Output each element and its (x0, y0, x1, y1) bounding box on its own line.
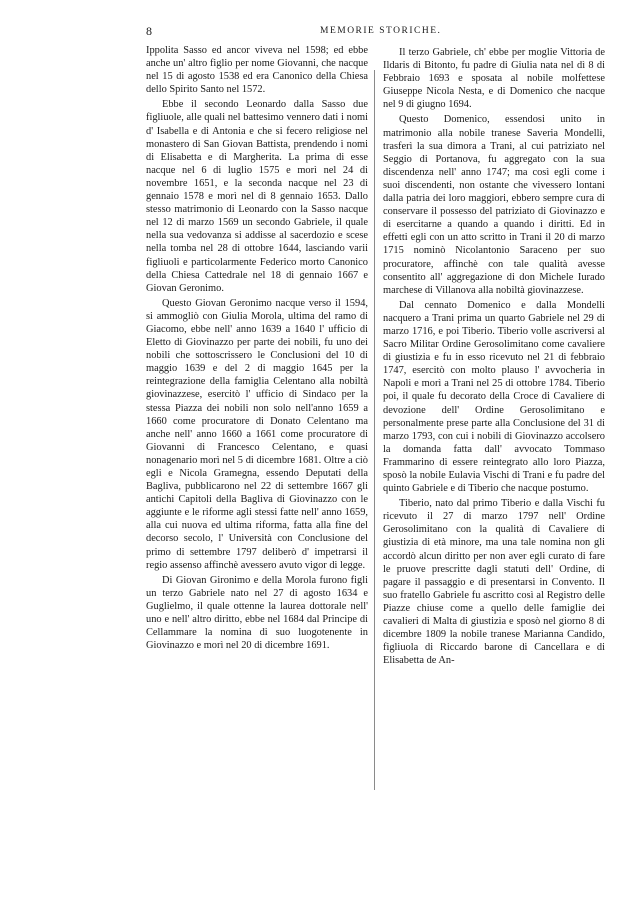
paragraph: Tiberio, nato dal primo Tiberio e dalla Vischi fu ricevuto il 27 di marzo 1797 nell' Ordine Gerosolimitano con la qualità di Cavaliere di giustizia di età minore, ma una tale nomina non gli accordò alcun diritto per non aver egli curato di fare le pruove prescritte dagli statuti dell' Ordine, di pagare il passaggio e di presentarsi in Convento. Il suo fratello Gabriele fu ascritto così al Registro delle Piazze chiuse come a quello delle famiglie dei cavalieri di Malta di giustizia e sposò nel giorno 8 di dicembre 1809 la nobile tranese Marianna Candido, figliuola di Riccardo barone di Cancellara e di Elisabetta de An- (383, 498, 605, 667)
paragraph: Questo Giovan Geronimo nacque verso il 1594, si ammogliò con Giulia Morola, ultima del ramo di Giacomo, ebbe nell' anno 1639 a 1640 l' ufficio di Eletto di Giovinazzo per parte dei nobili, fu uno dei nobili che sottoscrissero le Conclusioni del 10 di maggio 1639 e del 2 di maggio 1645 per la reintegrazione della famiglia Celentano alla nobiltà giovinazzese, esercitò l' ufficio di Sindaco per la stessa Piazza dei nobili non solo nell'anno 1659 a 1660 come procuratore di Donato Celentano ma anche nell' anno 1660 a 1661 come procuratore di Giovanni di Francesco Celentano, e quasi nonagenario morì nel 5 di dicembre 1681. Oltre a ciò egli e Nicola Gramegna, essendo Deputati della Bagliva, pubblicarono nel 22 di settembre 1667 gli antichi Capitoli della Bagliva di Giovinazzo con le aggiunte e le riforme agli stessi fatte nell' anno 1659, alla cui nuova ed ultima riforma, fatta alla fine del decorso secolo, l' Università con Conclusione del primo di settembre 1797 deliberò d' impetrarsi il regio assenso affinchè avessero avuto vigor di legge. (146, 297, 368, 571)
left-column (146, 44, 368, 652)
page-number: 8 (146, 24, 153, 38)
paragraph: Di Giovan Gironimo e della Morola furono figli un terzo Gabriele nato nel 27 di agosto 1634 e Guglielmo, il quale ottenne la laurea dottorale nell' uno e nell' altro diritto, ebbe nel 1684 dal Principe di Cellammare la nomina di suo luogotenente in Giovinazzo e morì nel 20 di dicembre 1691. (146, 574, 368, 652)
paragraph: Ebbe il secondo Leonardo dalla Sasso due figliuole, alle quali nel battesimo vennero dati i nomi d' Isabella e di Antonia e che si fecero religiose nel monastero di San Giovan Battista, prendendo i nomi di Elisabetta e di Margherita. La prima di esse nacque nel 6 di luglio 1575 e morì nel 24 di novembre 1651, e la seconda nacque nel 23 di gennaio 1578 e morì nel dì 8 gennaio 1653. Dallo stesso matrimonio di Leonardo con la Sasso nacque nel 12 di marzo 1569 un secondo Gabriele, il quale nella sua vedovanza si addisse al sacerdozio e scese nella tomba nel 28 di ottobre 1644, lasciando varii figliuoli e particolarmente Federico morto Canonico della Chiesa Cattedrale nel 18 di gennaio 1667 e Giovan Geronimo. (146, 99, 368, 294)
paragraph: Questo Domenico, essendosi unito in matrimonio alla nobile tranese Saveria Mondelli, trasferì la sua dimora a Trani, al cui patriziato nel Seggio di Portanova, fu aggregato con la sua discendenza nell' anno 1747; ma così egli come i suoi discendenti, non ostante che vivessero lontani dalla patria dei loro maggiori, ebbero sempre cura di conservare il possesso del patriziato di Giovinazzo e di esercitarne a quando a quando i diritti. Ed in effetti egli con un atto scritto in Trani il 20 di marzo 1715 nominò Nicolantonio Saraceno per suo procuratore, affinchè con tale qualità avesse consentito all' aggregazione di don Michele Iurado marchese di Villanova alla nobiltà giovinazzese. (383, 114, 605, 296)
paragraph: Il terzo Gabriele, ch' ebbe per moglie Vittoria de Ildaris di Bitonto, fu padre di Giulia nata nel dì 8 di Febbraio 1693 e sposata al nobile molfettese Giuseppe Nicola Nesta, e di Domenico che nacque nel 9 di giugno 1694. (383, 47, 605, 111)
paragraph: Dal cennato Domenico e dalla Mondelli nacquero a Trani prima un quarto Gabriele nel 29 di marzo 1716, e poi Tiberio. Tiberio volle ascriversi al Sacro Militar Ordine Gerosolimitano come cavaliere di giustizia e fu in esso ricevuto nel 21 di febbraio 1747, esercitò con molto plauso l' avvocheria in Napoli e morì a Trani nel 25 di ottobre 1784. Tiberio poi, il quale fu decorato della Croce di Cavaliere di devozione dell' Ordine Gerosolimitano e personalmente prese parte alla Conclusione del 31 di marzo 1793, con cui i nobili di Giovinazzo accolsero la domanda fatta dall' avvocato Tommaso Frammarino di essere reintegrato allo loro Piazza, sposò la nobile Eulavia Vischi di Trani e fu padre del quinto Gabriele e di Tiberio che nacque postumo. (383, 299, 605, 495)
column-divider (374, 70, 375, 790)
running-header: MEMORIE STORICHE. (320, 26, 442, 36)
right-column (383, 44, 605, 667)
paragraph: Ippolita Sasso ed ancor viveva nel 1598; ed ebbe anche un' altro figlio per nome Giovanni, che nacque nel 15 di agosto 1538 ed era Canonico della Chiesa dello Spirito Santo nel 1572. (146, 45, 368, 96)
